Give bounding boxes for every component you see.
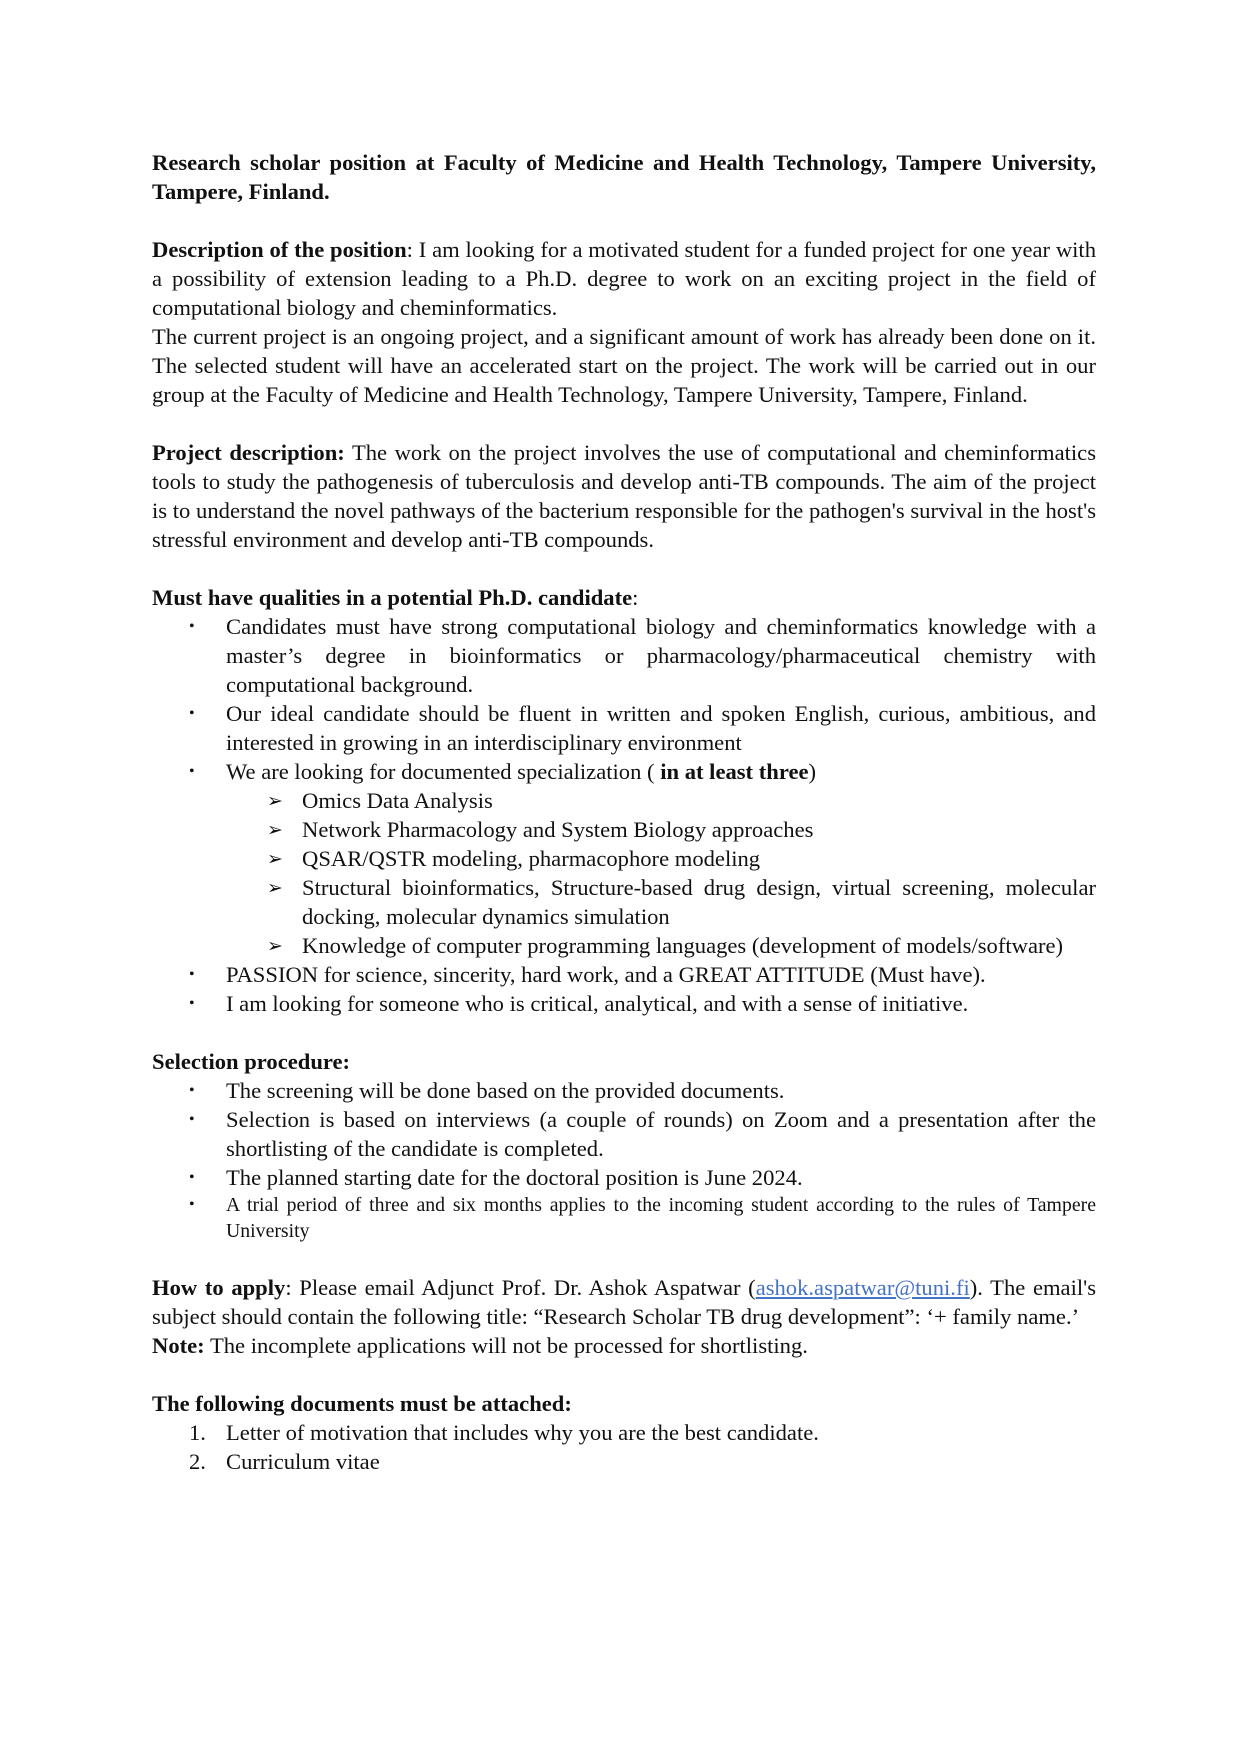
sub-list-item-text: Structural bioinformatics, Structure-based drug design, virtual screening, molecular docking, molecular dynamics simulation: [302, 875, 1096, 929]
document-body: [152, 148, 1096, 1476]
specialization-bold: in at least three: [660, 759, 809, 784]
description-paragraph-2: The current project is an ongoing project, and a significant amount of work has already been done on it. The selected student will have an accelerated start on the project. The work will be carried out in our group at the Faculty of Medicine and Health Technology, Tampere University, Tampere, Finland.: [152, 324, 1096, 407]
list-item-text: The planned starting date for the doctoral position is June 2024.: [226, 1165, 803, 1190]
list-item: [152, 699, 1096, 757]
list-item: [152, 1076, 1096, 1105]
sub-list-item-text: Omics Data Analysis: [302, 788, 493, 813]
list-number: 2.: [189, 1449, 206, 1474]
qualities-heading: Must have qualities in a potential Ph.D. candidate: [152, 585, 633, 610]
specializations-list: [152, 786, 1096, 960]
specialization-prefix: We are looking for documented specialization (: [226, 759, 661, 784]
specialization-suffix: ): [808, 759, 817, 784]
qualities-list-2: [152, 960, 1096, 1018]
arrow-icon: ➢: [267, 819, 283, 841]
list-item-text: Selection is based on interviews (a couple of rounds) on Zoom and a presentation after the shortlisting of the candidate is completed.: [226, 1107, 1096, 1161]
email-link[interactable]: ashok.aspatwar@tuni.fi: [755, 1275, 970, 1300]
bullet-icon: •: [189, 705, 195, 722]
sub-list-item-text: Knowledge of computer programming languages (development of models/software): [302, 933, 1064, 958]
list-item-text: Letter of motivation that includes why you are the best candidate.: [226, 1420, 819, 1445]
documents-heading: The following documents must be attached:: [152, 1391, 572, 1416]
list-item: [152, 1418, 1096, 1447]
apply-text-before: : Please email Adjunct Prof. Dr. Ashok Aspatwar (: [285, 1275, 756, 1300]
apply-heading: How to apply: [152, 1275, 286, 1300]
note-label: Note:: [152, 1333, 205, 1358]
list-item: [152, 1105, 1096, 1163]
description-heading: Description of the position: [152, 237, 407, 262]
bullet-icon: •: [189, 763, 195, 780]
list-item: [152, 1447, 1096, 1476]
page-title: Research scholar position at Faculty of Medicine and Health Technology, Tampere University, Tampere, Finland.: [152, 150, 1096, 204]
sub-list-item: [152, 815, 1096, 844]
bullet-icon: •: [189, 618, 195, 635]
note-paragraph: [152, 1331, 1096, 1360]
bullet-icon: •: [189, 1111, 195, 1128]
selection-list: [152, 1076, 1096, 1244]
selection-heading-line: [152, 1047, 1096, 1076]
sub-list-item: [152, 844, 1096, 873]
list-item-text: Curriculum vitae: [226, 1449, 380, 1474]
project-heading: Project description:: [152, 440, 345, 465]
list-item-text: The screening will be done based on the provided documents.: [226, 1078, 785, 1103]
qualities-list: [152, 612, 1096, 786]
list-item-text: I am looking for someone who is critical, analytical, and with a sense of initiative.: [226, 991, 969, 1016]
description-paragraph: [152, 235, 1096, 322]
description-text: : I am looking for a motivated student for a funded project for one year with a possibility of extension leading to a Ph.D. degree to work on an exciting project in the field of computational biology and cheminformatics.: [152, 237, 1097, 320]
list-item-text: PASSION for science, sincerity, hard work, and a GREAT ATTITUDE (Must have).: [226, 962, 986, 987]
list-item: [152, 1163, 1096, 1192]
list-item: [152, 757, 1096, 786]
documents-heading-line: [152, 1389, 1096, 1418]
apply-paragraph: [152, 1273, 1096, 1331]
list-item-text: Candidates must have strong computational biology and cheminformatics knowledge with a master’s degree in bioinformatics or pharmacology/pharmaceutical chemistry with computational background.: [226, 614, 1096, 697]
bullet-icon: •: [189, 995, 195, 1012]
sub-list-item: [152, 873, 1096, 931]
list-item: [152, 1192, 1096, 1244]
sub-list-item-text: Network Pharmacology and System Biology approaches: [302, 817, 814, 842]
list-item: [152, 960, 1096, 989]
bullet-icon: •: [189, 966, 195, 983]
list-item-text: Our ideal candidate should be fluent in written and spoken English, curious, ambitious, and interested in growing in an interdisciplinary environment: [226, 701, 1096, 755]
sub-list-item: [152, 931, 1096, 960]
sub-list-item: [152, 786, 1096, 815]
arrow-icon: ➢: [267, 848, 283, 870]
list-item: [152, 989, 1096, 1018]
documents-list: [152, 1418, 1096, 1476]
project-text: The work on the project involves the use of computational and cheminformatics tools to study the pathogenesis of tuberculosis and develop anti-TB compounds. The aim of the project is to understand the novel pathways of the bacterium responsible for the pathogen's survival in the host's stressful environment and develop anti-TB compounds.: [152, 440, 1096, 552]
bullet-icon: •: [189, 1082, 195, 1099]
bullet-icon: •: [189, 1196, 195, 1213]
list-item-text: A trial period of three and six months applies to the incoming student according to the rules of Tampere University: [226, 1194, 1096, 1242]
sub-list-item-text: QSAR/QSTR modeling, pharmacophore modeling: [302, 846, 761, 871]
list-number: 1.: [189, 1420, 206, 1445]
list-item: [152, 612, 1096, 699]
arrow-icon: ➢: [267, 877, 283, 899]
arrow-icon: ➢: [267, 935, 283, 957]
project-paragraph: [152, 438, 1096, 554]
selection-heading: Selection procedure:: [152, 1049, 351, 1074]
qualities-colon: :: [632, 585, 639, 610]
qualities-heading-line: [152, 583, 1096, 612]
bullet-icon: •: [189, 1169, 195, 1186]
apply-text-after: ). The email's subject should contain the following title: “Research Scholar TB drug development”: ‘+ family name.’: [152, 1275, 1096, 1329]
note-text: The incomplete applications will not be processed for shortlisting.: [204, 1333, 808, 1358]
arrow-icon: ➢: [267, 790, 283, 812]
